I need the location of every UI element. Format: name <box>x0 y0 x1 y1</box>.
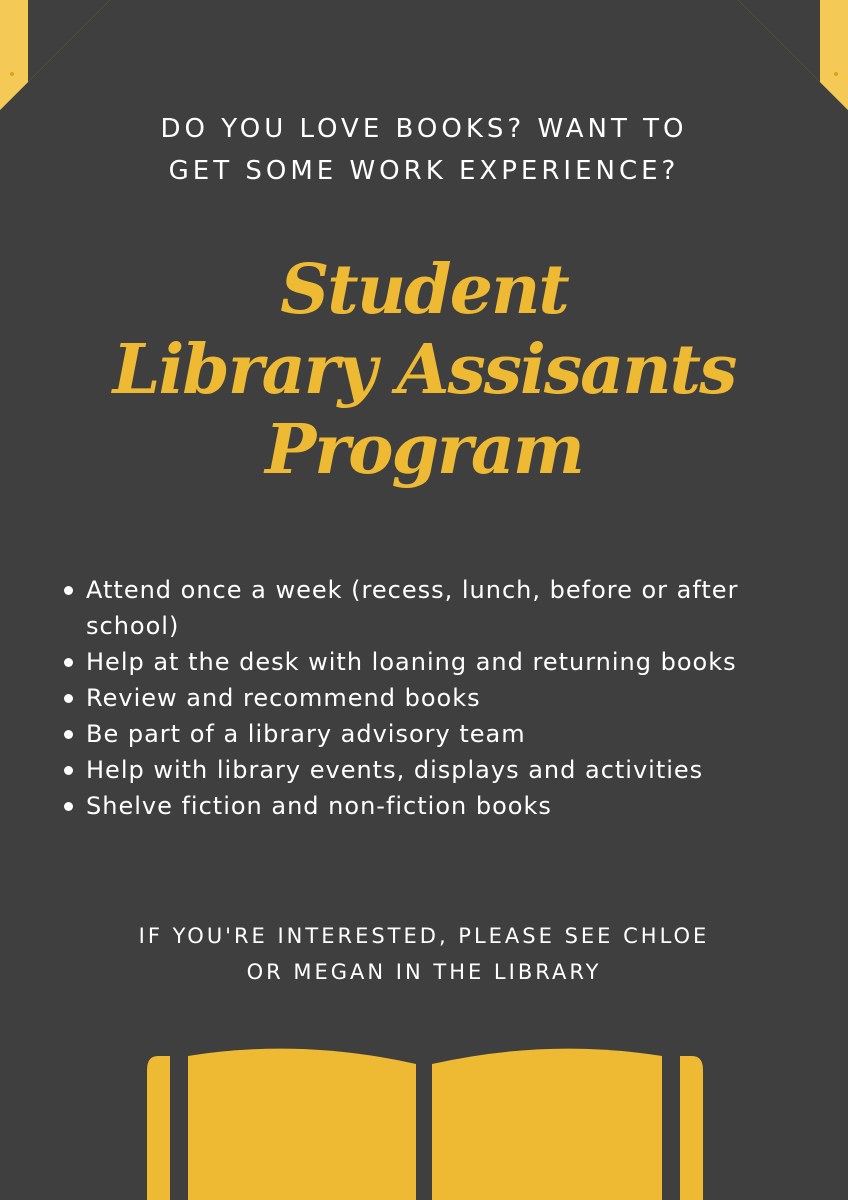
intro-line-2: GET SOME WORK EXPERIENCE? <box>168 156 680 186</box>
bullet-icon <box>64 802 73 811</box>
contact-line-2: OR MEGAN IN THE LIBRARY <box>246 960 602 984</box>
list-item-text: Be part of a library advisory team <box>86 720 526 748</box>
list-item <box>62 716 832 752</box>
contact-line-1: IF YOU'RE INTERESTED, PLEASE SEE CHLOE <box>138 924 710 948</box>
bullet-icon <box>64 730 73 739</box>
title-line-3: Program <box>265 410 583 490</box>
open-book-icon <box>0 1030 848 1200</box>
title-line-2: Library Assisants <box>112 330 736 410</box>
list-item <box>62 788 832 824</box>
bullet-icon <box>64 766 73 775</box>
corner-ornament-right-icon <box>738 0 848 110</box>
list-item-text: Shelve fiction and non-fiction books <box>86 792 552 820</box>
list-item-text: Attend once a week (recess, lunch, before or after school) <box>86 576 739 640</box>
bullet-icon <box>64 694 73 703</box>
list-item <box>62 644 832 680</box>
list-item <box>62 752 832 788</box>
bullet-icon <box>64 658 73 667</box>
duties-list <box>62 572 832 824</box>
intro-question <box>0 108 848 192</box>
list-item-text: Help with library events, displays and activities <box>86 756 704 784</box>
list-item-text: Review and recommend books <box>86 684 481 712</box>
intro-line-1: DO YOU LOVE BOOKS? WANT TO <box>160 114 688 144</box>
list-item <box>62 680 832 716</box>
contact-note <box>0 918 848 990</box>
list-item <box>62 572 832 644</box>
corner-ornament-left-icon <box>0 0 110 110</box>
title-line-1: Student <box>280 250 568 330</box>
bullet-icon <box>64 586 73 595</box>
list-item-text: Help at the desk with loaning and returning books <box>86 648 737 676</box>
program-title <box>0 250 848 490</box>
